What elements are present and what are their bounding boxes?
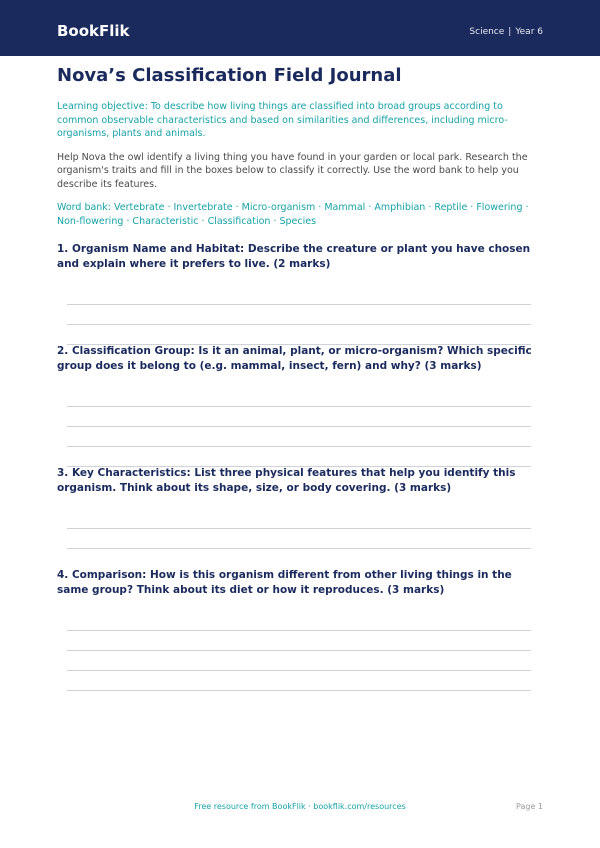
answer-line[interactable] (67, 324, 531, 325)
answer-line[interactable] (67, 304, 531, 305)
answer-line[interactable] (67, 548, 531, 549)
answer-line[interactable] (67, 446, 531, 447)
answer-line[interactable] (67, 528, 531, 529)
learning-objective: Learning objective: To describe how living things are classified into broad groups according to common observable characteristics and based on similarities and differences, including micro-organisms, plants and animals. (57, 101, 508, 139)
question-2 (57, 344, 543, 374)
year-label: Year 6 (515, 27, 543, 37)
question-1 (57, 242, 543, 272)
header-bar (0, 0, 600, 56)
answer-line[interactable] (67, 650, 531, 651)
answer-line[interactable] (67, 426, 531, 427)
question-4-text: 4. Comparison: How is this organism different from other living things in the same group? Think about its diet or how it reproduces. (3 marks) (57, 569, 512, 596)
instructions-paragraph: Help Nova the owl identify a living thing you have found in your garden or local park. Research the organism's traits and fill in the boxes below to classify it correctly. Use the word bank to help you describe its features. (57, 151, 528, 190)
answer-line[interactable] (67, 670, 531, 671)
intro-section (57, 64, 543, 228)
question-1-text: 1. Organism Name and Habitat: Describe the creature or plant you have chosen and explain where it prefers to live. (2 marks) (57, 243, 531, 270)
answer-line[interactable] (67, 690, 531, 691)
brand-logo-text[interactable]: BookFlik (57, 22, 130, 40)
question-3 (57, 466, 543, 496)
question-2-text: 2. Classification Group: Is it an animal, plant, or micro-organism? Which specific group does it belong to (e.g. mammal, insect, fern) and why? (3 marks) (57, 345, 532, 372)
question-4 (57, 568, 543, 598)
question-3-text: 3. Key Characteristics: List three physical features that help you identify this organism. Think about its shape, size, or body covering. (3 marks) (57, 467, 516, 494)
footer-resource-link[interactable]: Free resource from BookFlik · bookflik.com/resources (194, 802, 406, 811)
answer-line[interactable] (67, 406, 531, 407)
subject-label: Science (469, 27, 505, 37)
separator: | (508, 27, 512, 37)
subject-year-label (469, 26, 543, 38)
word-bank: Word bank: Vertebrate · Invertebrate · Micro-organism · Mammal · Amphibian · Reptile · Flowering · Non-flowering · Characteristic · Classification · Species (57, 202, 529, 227)
answer-line[interactable] (67, 630, 531, 631)
page-title: Nova’s Classification Field Journal (57, 65, 402, 86)
page-number: Page 1 (516, 802, 543, 811)
